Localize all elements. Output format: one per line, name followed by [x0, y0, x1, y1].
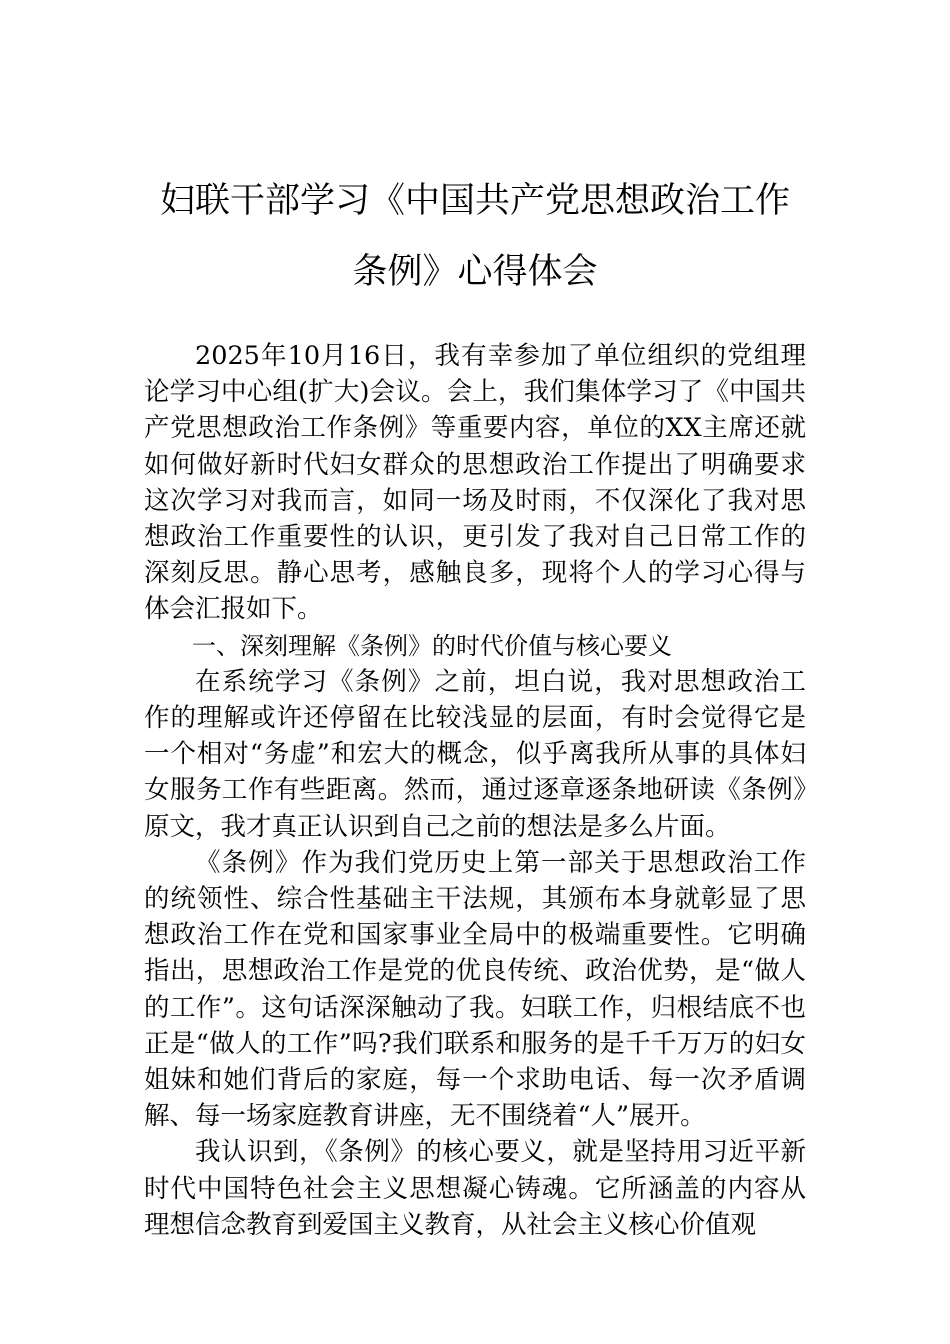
paragraph-2: 《条例》作为我们党历史上第一部关于思想政治工作的统领性、综合性基础主干法规，其颁布本身就彰显了思想政治工作在党和国家事业全局中的极端重要性。它明确指出，思想政治工作是党的优良传统、政治优势，是“做人的工作”。这句话深深触动了我。妇联工作，归根结底不也正是“做人的工作”吗?我们联系和服务的是千千万万的妇女姐妹和她们背后的家庭，每一个求助电话、每一次矛盾调解、每一场家庭教育讲座，无不围绕着“人”展开。	[144, 847, 806, 1132]
document-body	[144, 338, 806, 1243]
paragraph-3: 我认识到，《条例》的核心要义，就是坚持用习近平新时代中国特色社会主义思想凝心铸魂。它所涵盖的内容从理想信念教育到爱国主义教育，从社会主义核心价值观	[144, 1137, 806, 1240]
paragraph-1: 在系统学习《条例》之前，坦白说，我对思想政治工作的理解或许还停留在比较浅显的层面，有时会觉得它是一个相对“务虚”和宏大的概念，似乎离我所从事的具体妇女服务工作有些距离。然而，通过逐章逐条地研读《条例》原文，我才真正认识到自己之前的想法是多么片面。	[144, 666, 806, 842]
section-heading-1: 一、深刻理解《条例》的时代价值与核心要义	[192, 631, 672, 660]
document-title-line-2: 条例》心得体会	[352, 252, 598, 292]
document-title-line-1: 妇联干部学习《中国共产党思想政治工作	[159, 181, 790, 221]
paragraph-intro: 2025年10月16日，我有幸参加了单位组织的党组理论学习中心组(扩大)会议。会上，我们集体学习了《中国共产党思想政治工作条例》等重要内容，单位的XX主席还就如何做好新时代妇女群众的思想政治工作提出了明确要求这次学习对我而言，如同一场及时雨，不仅深化了我对思想政治工作重要性的认识，更引发了我对自己日常工作的深刻反思。静心思考，感触良多，现将个人的学习心得与体会汇报如下。	[144, 341, 806, 625]
